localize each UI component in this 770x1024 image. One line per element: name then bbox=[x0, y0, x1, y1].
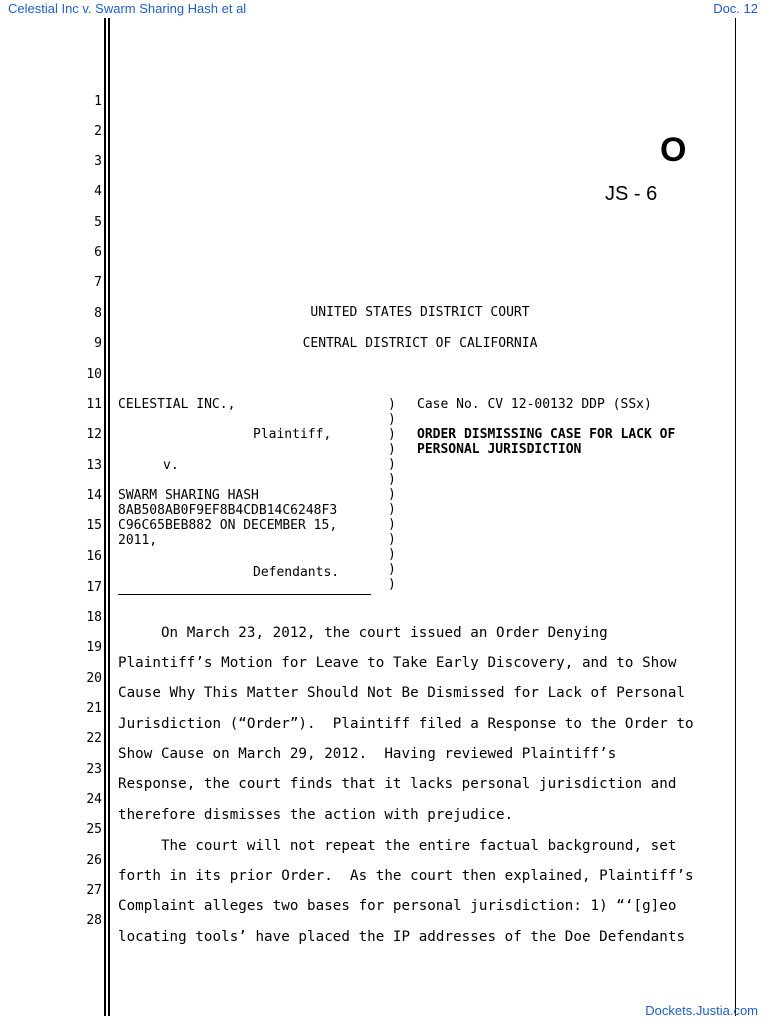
body-line: Response, the court finds that it lacks personal jurisdiction and bbox=[118, 776, 677, 792]
caption-paren: ) bbox=[388, 517, 396, 532]
line-number: 25 bbox=[86, 822, 102, 837]
body-line: forth in its prior Order. As the court then explained, Plaintiff’s bbox=[118, 868, 694, 884]
line-number: 4 bbox=[94, 184, 102, 199]
caption-paren: ) bbox=[388, 457, 396, 472]
line-number: 2 bbox=[94, 124, 102, 139]
left-margin-rule bbox=[104, 18, 106, 1016]
line-number: 6 bbox=[94, 245, 102, 260]
caption-paren: ) bbox=[388, 397, 396, 412]
caption-paren: ) bbox=[388, 502, 396, 517]
caption-paren: ) bbox=[388, 562, 396, 577]
right-margin-rule bbox=[735, 18, 736, 1016]
defendant-line: C96C65BEB882 ON DECEMBER 15, bbox=[118, 518, 338, 533]
plaintiff-label: Plaintiff, bbox=[253, 427, 332, 442]
line-number: 11 bbox=[86, 397, 102, 412]
line-number: 18 bbox=[86, 610, 102, 625]
caption-paren: ) bbox=[388, 577, 396, 592]
line-number: 27 bbox=[86, 883, 102, 898]
body-line: locating tools’ have placed the IP addresses of the Doe Defendants bbox=[118, 929, 686, 945]
caption-paren: ) bbox=[388, 427, 396, 442]
line-number: 13 bbox=[86, 458, 102, 473]
versus: v. bbox=[163, 458, 179, 473]
line-number: 19 bbox=[86, 640, 102, 655]
body-line: Show Cause on March 29, 2012. Having reviewed Plaintiff’s bbox=[118, 746, 617, 762]
court-name: UNITED STATES DISTRICT COURT bbox=[310, 305, 530, 320]
court-district: CENTRAL DISTRICT OF CALIFORNIA bbox=[302, 336, 538, 351]
plaintiff-name: CELESTIAL INC., bbox=[118, 397, 236, 412]
justia-footer-link[interactable]: Dockets.Justia.com bbox=[645, 1003, 758, 1018]
caption-paren: ) bbox=[388, 412, 396, 427]
body-line: On March 23, 2012, the court issued an Order Denying bbox=[118, 625, 608, 641]
line-number: 14 bbox=[86, 488, 102, 503]
line-number: 9 bbox=[94, 336, 102, 351]
line-number: 20 bbox=[86, 671, 102, 686]
caption-paren: ) bbox=[388, 532, 396, 547]
line-number: 7 bbox=[94, 275, 102, 290]
o-stamp: O bbox=[660, 131, 687, 169]
body-line: Plaintiff’s Motion for Leave to Take Early Discovery, and to Show bbox=[118, 655, 677, 671]
body-line: therefore dismisses the action with prejudice. bbox=[118, 807, 514, 823]
line-number: 22 bbox=[86, 731, 102, 746]
body-line: Jurisdiction (“Order”). Plaintiff filed a Response to the Order to bbox=[118, 716, 694, 732]
docket-number-link[interactable]: Doc. 12 bbox=[713, 1, 758, 16]
left-margin-rule-inner bbox=[108, 18, 110, 1016]
document-header-title[interactable]: Celestial Inc v. Swarm Sharing Hash et al bbox=[8, 1, 247, 16]
line-number: 28 bbox=[86, 913, 102, 928]
line-number: 8 bbox=[94, 306, 102, 321]
line-number: 16 bbox=[86, 549, 102, 564]
defendant-line: 8AB508AB0F9EF8B4CDB14C6248F3 bbox=[118, 503, 338, 518]
line-number: 15 bbox=[86, 518, 102, 533]
caption-paren: ) bbox=[388, 442, 396, 457]
order-title: ORDER DISMISSING CASE FOR LACK OF bbox=[417, 427, 676, 442]
line-number: 3 bbox=[94, 154, 102, 169]
caption-paren: ) bbox=[388, 547, 396, 562]
line-number: 24 bbox=[86, 792, 102, 807]
defendant-line: SWARM SHARING HASH bbox=[118, 488, 259, 503]
caption-paren: ) bbox=[388, 472, 396, 487]
line-number: 1 bbox=[94, 94, 102, 109]
caption-underline bbox=[118, 594, 371, 595]
body-line: Cause Why This Matter Should Not Be Dismissed for Lack of Personal bbox=[118, 685, 686, 701]
line-number: 12 bbox=[86, 427, 102, 442]
defendant-line: 2011, bbox=[118, 533, 158, 548]
line-number: 26 bbox=[86, 853, 102, 868]
line-number: 10 bbox=[86, 367, 102, 382]
defendants-label: Defendants. bbox=[253, 565, 340, 580]
order-title: PERSONAL JURISDICTION bbox=[417, 442, 582, 457]
caption-paren: ) bbox=[388, 487, 396, 502]
line-number: 21 bbox=[86, 701, 102, 716]
body-line: Complaint alleges two bases for personal jurisdiction: 1) “‘[g]eo bbox=[118, 898, 677, 914]
case-number: Case No. CV 12-00132 DDP (SSx) bbox=[417, 397, 652, 412]
line-number: 5 bbox=[94, 215, 102, 230]
body-line: The court will not repeat the entire factual background, set bbox=[118, 838, 677, 854]
line-number: 23 bbox=[86, 762, 102, 777]
line-number: 17 bbox=[86, 580, 102, 595]
js-6-stamp: JS - 6 bbox=[605, 183, 658, 205]
